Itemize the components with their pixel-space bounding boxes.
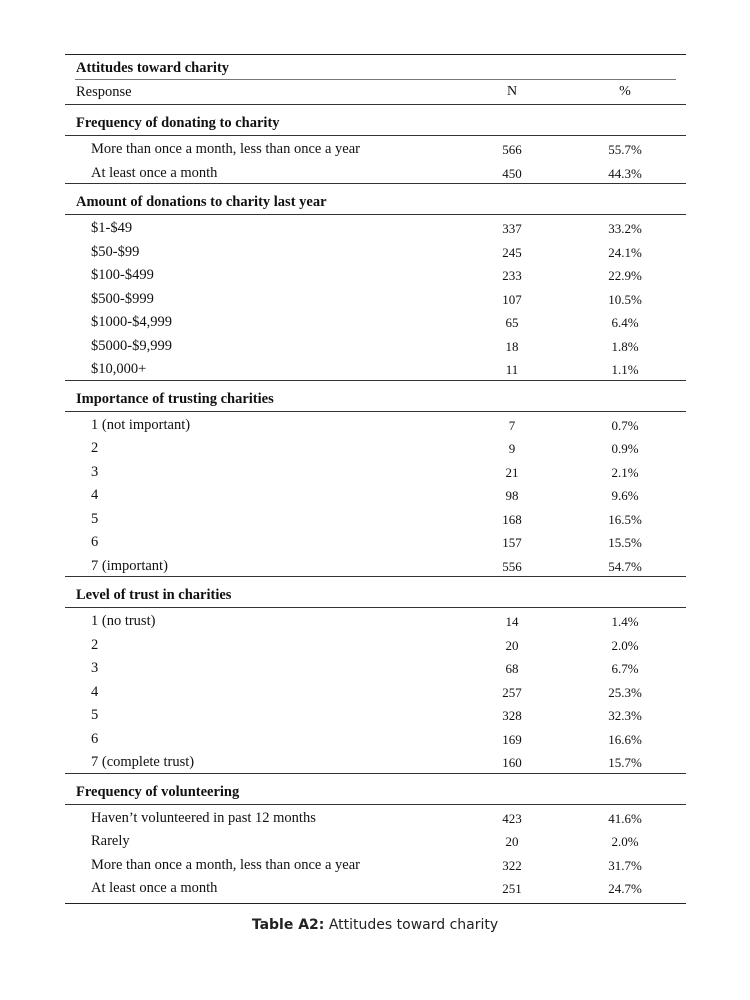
group-label: Level of trust in charities — [76, 587, 232, 603]
row-label: Haven’t volunteered in past 12 months — [91, 809, 316, 826]
row-n-value: 157 — [502, 535, 522, 550]
group-label: Amount of donations to charity last year — [76, 194, 327, 210]
row-label: Rarely — [91, 833, 130, 849]
table-row — [65, 679, 686, 703]
row-n-value: 322 — [502, 857, 522, 873]
row-n-value: 450 — [502, 165, 522, 181]
row-percent-value: 32.3% — [608, 708, 642, 723]
row-label: At least once a month — [91, 164, 218, 181]
row-label: 7 (important) — [91, 557, 168, 574]
table-row — [65, 702, 686, 726]
table-row — [65, 286, 686, 310]
table-row — [65, 749, 686, 773]
row-n-value: 98 — [505, 488, 519, 503]
table-row — [65, 632, 686, 656]
row-n-value: 556 — [502, 558, 522, 574]
group-label: Frequency of volunteering — [76, 783, 240, 800]
table-row — [65, 828, 686, 852]
row-percent-value: 31.7% — [608, 857, 642, 873]
row-n-value: 337 — [502, 221, 522, 236]
row-percent-value: 55.7% — [608, 142, 642, 157]
row-percent-value: 1.4% — [611, 614, 639, 629]
table-row — [65, 459, 686, 483]
row-n-value: 20 — [505, 637, 519, 653]
table-row — [65, 435, 686, 459]
row-n-value: 169 — [502, 731, 522, 747]
row-n-value: 20 — [505, 834, 519, 849]
row-percent-value: 9.6% — [611, 488, 639, 503]
row-label: 1 (not important) — [91, 416, 191, 433]
caption-label: Table A2: — [251, 917, 325, 933]
row-percent-value: 1.1% — [611, 362, 639, 377]
table-row — [65, 553, 686, 577]
row-n-value: 423 — [502, 810, 522, 826]
group-header-row — [65, 576, 686, 607]
table-title: Attitudes toward charity — [76, 60, 230, 76]
table-row — [65, 655, 686, 679]
table-row — [65, 333, 686, 357]
row-n-value: 160 — [502, 755, 522, 770]
group-label: Importance of trusting charities — [76, 390, 274, 407]
row-percent-value: 15.5% — [608, 535, 642, 550]
row-label: 3 — [91, 660, 99, 676]
header-row — [65, 80, 686, 104]
row-percent-value: 1.8% — [611, 338, 639, 354]
row-n-value: 233 — [502, 268, 522, 283]
table-row — [65, 529, 686, 553]
row-label: 7 (complete trust) — [91, 754, 195, 770]
table-row — [65, 506, 686, 530]
row-label: 5 — [91, 707, 99, 723]
table-row — [65, 875, 686, 899]
row-label: More than once a month, less than once a year — [91, 856, 360, 873]
row-label: $1000-$4,999 — [91, 314, 172, 330]
caption-text: Attitudes toward charity — [328, 917, 499, 933]
row-percent-value: 0.7% — [611, 417, 639, 433]
row-percent-value: 10.5% — [608, 291, 642, 307]
row-percent-value: 6.7% — [611, 661, 639, 676]
table-row — [65, 608, 686, 632]
row-label: $500-$999 — [91, 290, 154, 307]
row-n-value: 18 — [505, 338, 519, 354]
table-title-row — [65, 55, 686, 79]
row-n-value: 245 — [502, 244, 522, 260]
row-percent-value: 44.3% — [608, 165, 642, 181]
row-n-value: 328 — [502, 708, 522, 723]
row-n-value: 168 — [502, 511, 522, 527]
table-row — [65, 412, 686, 436]
group-header-row — [65, 773, 686, 804]
group-header-row — [65, 380, 686, 411]
row-percent-value: 25.3% — [608, 684, 642, 700]
header-n: N — [506, 84, 518, 99]
table-body — [65, 104, 686, 899]
row-n-value: 251 — [502, 881, 522, 896]
row-percent-value: 15.7% — [608, 755, 642, 770]
group-header-row — [65, 104, 686, 135]
row-percent-value: 41.6% — [608, 810, 642, 826]
row-percent-value: 22.9% — [608, 268, 642, 283]
table-row — [65, 160, 686, 184]
table-row — [65, 852, 686, 876]
group-label: Frequency of donating to charity — [76, 115, 280, 131]
row-percent-value: 6.4% — [611, 315, 639, 330]
row-percent-value: 2.0% — [611, 637, 639, 653]
table-row — [65, 136, 686, 160]
row-percent-value: 24.7% — [608, 881, 642, 896]
row-label: $5000-$9,999 — [91, 337, 172, 354]
row-label: 5 — [91, 510, 99, 527]
row-n-value: 65 — [505, 315, 519, 330]
row-percent-value: 54.7% — [608, 558, 642, 574]
row-label: 6 — [91, 534, 99, 550]
table-row — [65, 239, 686, 263]
header-percent: % — [619, 84, 631, 99]
row-label: $1-$49 — [91, 220, 133, 236]
row-label: $100-$499 — [91, 267, 154, 283]
row-n-value: 566 — [502, 142, 522, 157]
table-row — [65, 805, 686, 829]
row-percent-value: 16.5% — [608, 511, 642, 527]
row-percent-value: 0.9% — [611, 441, 639, 456]
row-label: At least once a month — [91, 880, 218, 896]
row-n-value: 68 — [505, 661, 519, 676]
group-header-row — [65, 183, 686, 214]
row-n-value: 7 — [508, 417, 516, 433]
row-percent-value: 24.1% — [608, 244, 642, 260]
table-row — [65, 262, 686, 286]
table-bottom-rule — [65, 903, 686, 904]
row-label: 2 — [91, 636, 99, 653]
row-n-value: 21 — [505, 464, 519, 480]
row-label: 3 — [91, 463, 99, 480]
row-label: $10,000+ — [91, 361, 147, 377]
table-row — [65, 356, 686, 380]
data-table — [65, 54, 686, 904]
row-n-value: 11 — [505, 362, 519, 377]
row-n-value: 14 — [505, 614, 519, 629]
table-row — [65, 482, 686, 506]
row-label: 6 — [91, 730, 99, 747]
header-response: Response — [76, 84, 132, 100]
row-label: 1 (no trust) — [91, 613, 156, 629]
row-n-value: 9 — [508, 441, 516, 456]
row-percent-value: 2.0% — [611, 834, 639, 849]
table-row — [65, 726, 686, 750]
row-percent-value: 33.2% — [608, 221, 642, 236]
row-n-value: 107 — [502, 291, 522, 307]
row-label: 2 — [91, 440, 99, 456]
table-row — [65, 309, 686, 333]
row-percent-value: 2.1% — [611, 464, 639, 480]
table-row — [65, 215, 686, 239]
row-label: 4 — [91, 487, 99, 503]
row-label: $50-$99 — [91, 243, 140, 260]
row-percent-value: 16.6% — [608, 731, 642, 747]
table-caption — [0, 917, 750, 933]
row-n-value: 257 — [502, 684, 522, 700]
row-label: More than once a month, less than once a year — [91, 141, 360, 157]
row-label: 4 — [91, 683, 99, 700]
